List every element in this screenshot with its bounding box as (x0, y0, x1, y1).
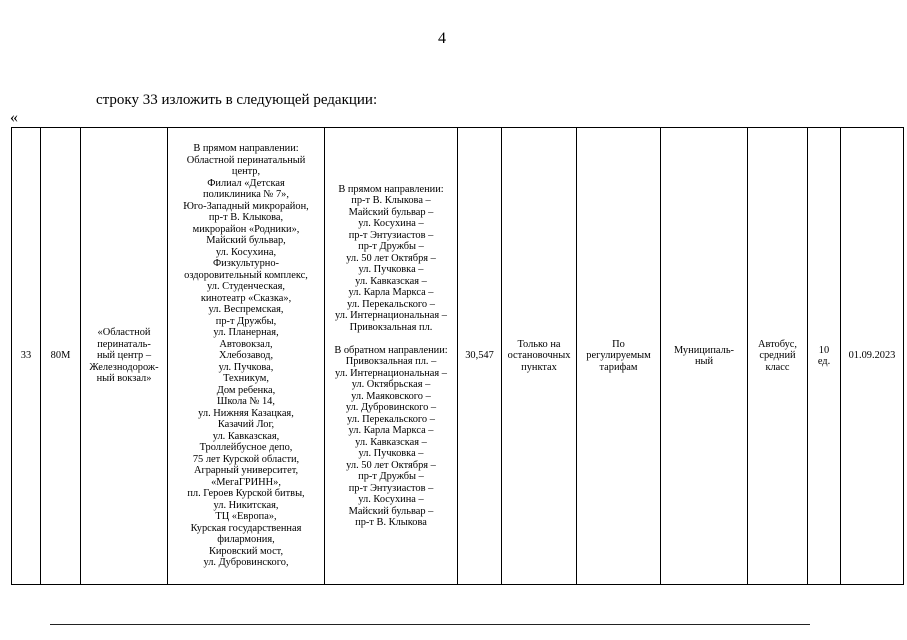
street-line: пр-т Энтузиастов – (348, 482, 434, 494)
streets-forward (327, 184, 455, 334)
street-line: В прямом направлении: (338, 183, 444, 195)
route-code-cell (41, 128, 81, 585)
stop-line: ул. Нижняя Казацкая, (198, 407, 294, 419)
street-line: ул. Октябрьская – (351, 379, 431, 390)
intro-text: строку 33 изложить в следующей редакции: (96, 92, 378, 108)
street-line: ул. Перекальского – (347, 298, 435, 310)
stop-line: ул. Дубровинского, (203, 557, 289, 569)
bottom-rule (50, 624, 810, 625)
stop-line: Дом ребенка, (216, 384, 276, 396)
stop-line: Казачий Лог, (217, 419, 275, 431)
stop-line: Школа № 14, (217, 396, 275, 408)
street-line: ул. Карла Маркса – (348, 287, 434, 298)
carrier-type-cell (661, 128, 748, 585)
street-line: В обратном направлении: (334, 344, 448, 356)
route-name-line: Железнодорож- (89, 361, 159, 373)
street-line: ул. 50 лет Октября – (346, 252, 436, 264)
streets-cell (325, 128, 458, 585)
street-line: ул. Перекальского – (347, 413, 435, 425)
street-line: ул. Маяковского – (351, 390, 431, 402)
stop-line: Областной перинатальный (186, 154, 306, 166)
street-line: Привокзальная пл. – (345, 356, 437, 367)
table-row (12, 128, 904, 585)
stop-order-cell (502, 128, 577, 585)
date-cell (841, 128, 904, 585)
spacer (327, 333, 455, 345)
count-line: 10 (818, 344, 830, 356)
stop-line: «МегаГРИНН», (211, 476, 281, 488)
street-line: ул. Кавказская – (355, 436, 427, 448)
fare-type-line: тарифам (599, 361, 638, 373)
carrier-type-line: Муниципаль- (673, 344, 735, 356)
start-date: 01.09.2023 (848, 350, 896, 362)
stop-line: кинотеатр «Сказка», (200, 292, 292, 304)
street-line: ул. Интернациональная – (335, 367, 447, 379)
street-line: Привокзальная пл. (349, 321, 433, 333)
street-line: пр-т Дружбы – (358, 471, 424, 482)
stop-line: пл. Героев Курской битвы, (187, 488, 305, 500)
street-line: пр-т Дружбы – (358, 241, 424, 252)
opening-quote-mark: « (10, 109, 18, 126)
street-line: ул. Интернациональная – (335, 310, 447, 321)
stop-line: Физкультурно- (212, 258, 280, 270)
street-line: ул. Дубровинского – (345, 402, 437, 413)
count-cell (808, 128, 841, 585)
length-cell (458, 128, 502, 585)
count-line: ед. (817, 356, 831, 367)
stop-line: пр-т В. Клыкова, (208, 212, 284, 224)
route-length: 30,547 (465, 350, 494, 362)
stop-line: Автовокзал, (219, 338, 273, 350)
route-name-line: «Областной (97, 327, 151, 339)
page-number: 4 (438, 30, 446, 47)
street-line: пр-т Энтузиастов – (348, 229, 434, 241)
route-name-cell (81, 128, 168, 585)
stop-line: ул. Веспремская, (208, 304, 284, 316)
fare-type-line: По (612, 338, 625, 350)
street-line: ул. Косухина – (358, 218, 424, 229)
street-line: ул. Карла Маркса – (348, 425, 434, 436)
stop-line: Аграрный университет, (193, 465, 299, 477)
route-name-line: ный центр – (96, 350, 152, 362)
stop-line: оздоровительный комплекс, (184, 269, 308, 281)
stop-order-line: Только на (517, 338, 561, 350)
stop-line: центр, (231, 166, 261, 178)
stop-line: микрорайон «Родники», (192, 223, 300, 235)
stop-line: В прямом направлении: (193, 143, 299, 155)
stop-line: Курская государственная (190, 522, 302, 534)
stop-line: ул. Никитская, (213, 499, 279, 511)
stops-cell (168, 128, 325, 585)
stop-line: Юго-Западный микрорайон, (183, 200, 309, 212)
stop-line: ул. Планерная, (213, 327, 279, 339)
stop-line: филармония, (217, 534, 275, 546)
street-line: ул. Пучковка – (358, 264, 424, 275)
route-name-line: ный вокзал» (96, 373, 152, 385)
stop-line: Кировский мост, (208, 545, 284, 557)
stop-line: поликлиника № 7», (203, 189, 289, 201)
vehicle-line: средний (759, 350, 796, 362)
row-number: 33 (20, 350, 32, 362)
route-code: 80М (50, 350, 71, 362)
streets-reverse (327, 345, 455, 529)
street-line: пр-т В. Клыкова – (351, 195, 431, 206)
stop-order-line: остановочных (507, 350, 571, 362)
stop-line: ул. Студенческая, (207, 281, 285, 293)
street-line: ул. Косухина – (358, 494, 424, 505)
fare-type-line: регулируемым (586, 350, 651, 362)
street-line: Майский бульвар – (348, 206, 434, 218)
vehicle-cell (748, 128, 808, 585)
stop-line: Хлебозавод, (218, 350, 274, 362)
stop-line: 75 лет Курской области, (192, 453, 300, 465)
stop-line: ул. Косухина, (215, 246, 277, 258)
stop-line: ТЦ «Европа», (215, 511, 277, 523)
street-line: ул. 50 лет Октября – (346, 459, 436, 471)
stop-line: Филиал «Детская (207, 177, 285, 189)
stop-line: пр-т Дружбы, (215, 315, 277, 327)
stop-line: ул. Кавказская, (212, 430, 280, 442)
stop-line: Техникум, (223, 373, 269, 385)
carrier-type-line: ный (694, 356, 714, 367)
route-name-line: перинаталь- (97, 338, 151, 350)
street-line: ул. Пучковка – (358, 448, 424, 459)
street-line: Майский бульвар – (348, 505, 434, 517)
street-line: пр-т В. Клыкова (355, 517, 427, 528)
vehicle-line: Автобус, (757, 338, 798, 350)
row-number-cell (12, 128, 41, 585)
stop-line: Майский бульвар, (206, 235, 286, 247)
stop-line: Троллейбусное депо, (199, 442, 293, 454)
vehicle-line: класс (765, 361, 790, 373)
fare-type-cell (577, 128, 661, 585)
route-table (11, 127, 904, 585)
stop-line: ул. Пучкова, (218, 361, 274, 373)
stop-order-line: пунктах (521, 361, 557, 373)
street-line: ул. Кавказская – (355, 275, 427, 287)
